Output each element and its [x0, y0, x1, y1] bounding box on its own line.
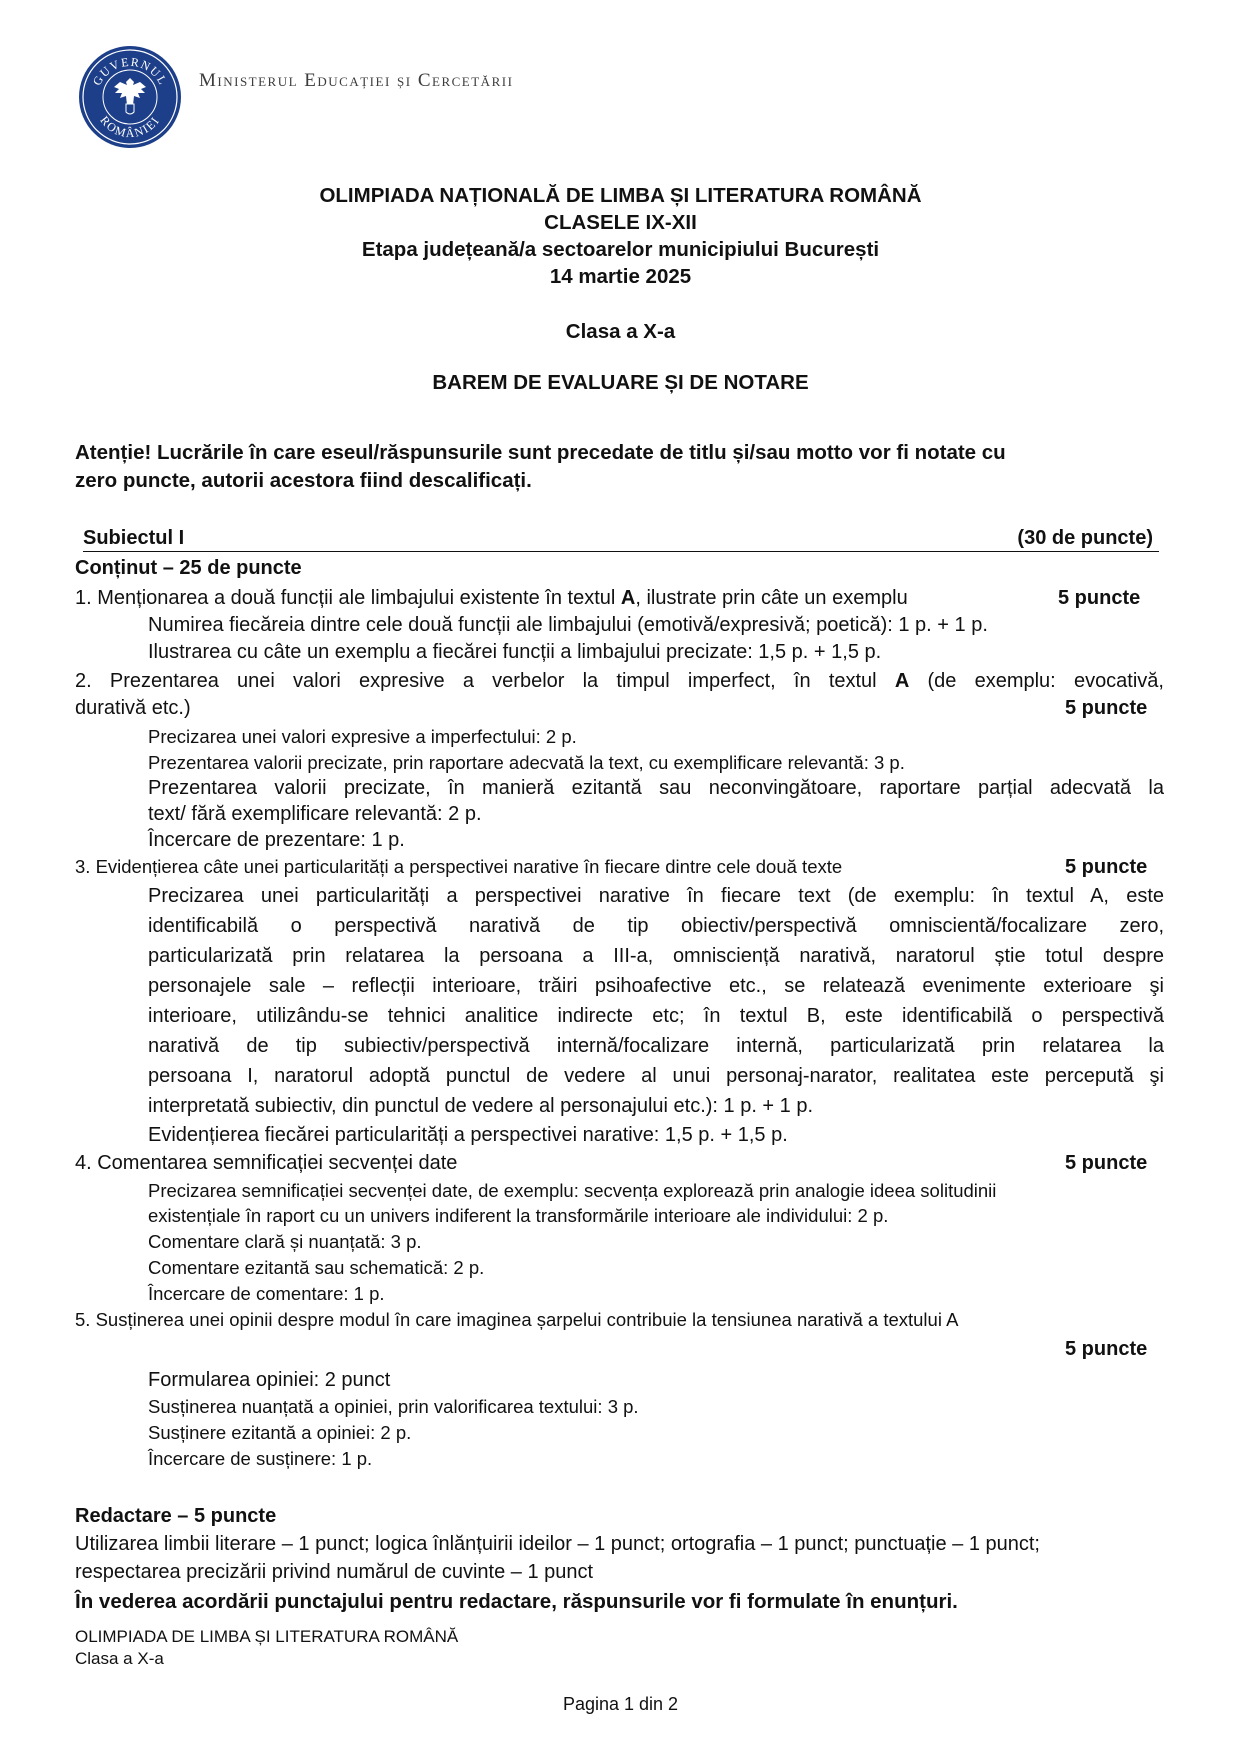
item2-criterion3: Prezentarea valorii precizate, în manieră ezitantă sau neconvingătoare, raportare parțial adecvată la: [148, 777, 1164, 799]
item3-paragraph-7: persoana I, naratorul adoptă punctul de vedere al unui personaj-narator, realitatea este percepută şi: [148, 1065, 1164, 1087]
footer-olympiad: OLIMPIADA DE LIMBA ȘI LITERATURA ROMÂNĂ: [75, 1627, 459, 1646]
item4-points: 5 puncte: [1065, 1152, 1148, 1174]
item1-title: 1. Menționarea a două funcții ale limbajului existente în textul A, ilustrate prin câte un exemplu: [75, 587, 908, 609]
item3-points: 5 puncte: [1065, 856, 1148, 878]
item2-title-line2: durativă etc.): [75, 697, 191, 719]
item3-paragraph-2: identificabilă o perspectivă narativă de tip obiectiv/perspectivă omniscientă/focalizare zero,: [148, 915, 1164, 937]
government-logo: [77, 44, 183, 150]
item1-criterion2: Ilustrarea cu câte un exemplu a fiecărei funcții a limbajului precizate: 1,5 p. + 1,5 p.: [148, 641, 882, 663]
item5-criterion2: Susținerea nuanțată a opiniei, prin valorificarea textului: 3 p.: [148, 1396, 639, 1417]
item3-paragraph-4: personajele sale – reflecții interioare, trăiri psihoafective etc., se relatează evenimente exterioare şi: [148, 975, 1164, 997]
item4-criterion2: Comentare clară și nuanțată: 3 p.: [148, 1231, 422, 1252]
item4-criterion4: Încercare de comentare: 1 p.: [148, 1283, 385, 1304]
item3-title: 3. Evidențierea câte unei particularități a perspectivei narative în fiecare dintre cele două texte: [75, 856, 843, 877]
date-title: 14 martie 2025: [549, 265, 692, 288]
item5-criterion1: Formularea opiniei: 2 punct: [148, 1369, 391, 1391]
svg-text:GUVERNUL: GUVERNUL: [89, 54, 171, 88]
redactare-heading: Redactare – 5 puncte: [75, 1505, 277, 1527]
redactare-line1: Utilizarea limbii literare – 1 punct; logica înlănțuirii ideilor – 1 punct; ortografia – 1 punct; punctuație – 1 punct;: [75, 1533, 1040, 1555]
item2-criterion3-cont: text/ fără exemplificare relevantă: 2 p.: [148, 803, 482, 825]
warning-line1: Atenție! Lucrările în care eseul/răspunsurile sunt precedate de titlu și/sau motto vor fi notate cu: [75, 441, 1006, 464]
ministry-name: Ministerul Educației și Cercetării: [199, 70, 514, 91]
footer-class: Clasa a X-a: [75, 1649, 164, 1668]
item2-title: 2. Prezentarea unei valori expresive a verbelor la timpul imperfect, în textul A (de exemplu: evocativă,: [75, 670, 1164, 692]
warning-line2: zero puncte, autorii acestora fiind descalificați.: [75, 469, 532, 492]
page-number: Pagina 1 din 2: [562, 1694, 679, 1714]
item2-criterion2: Prezentarea valorii precizate, prin raportare adecvată la text, cu exemplificare relevantă: 3 p.: [148, 752, 905, 773]
item5-criterion4: Încercare de susținere: 1 p.: [148, 1448, 373, 1469]
redactare-line2: respectarea precizării privind numărul de cuvinte – 1 punct: [75, 1561, 594, 1583]
item5-title: 5. Susținerea unei opinii despre modul în care imaginea șarpelui contribuie la tensiunea narativă a textului A: [75, 1309, 959, 1330]
subject-header: [83, 527, 1159, 552]
item4-criterion1: Precizarea semnificației secvenței date, de exemplu: secvența explorează prin analogie ideea solitudinii: [148, 1180, 997, 1201]
item2-criterion4: Încercare de prezentare: 1 p.: [148, 829, 405, 851]
item3-paragraph-1: Precizarea unei particularități a perspectivei narative în fiecare text (de exemplu: în textul A, este: [148, 885, 1164, 907]
item1-criterion1: Numirea fiecăreia dintre cele două funcții ale limbajului (emotivă/expresivă; poetică): 1 p. + 1 p.: [148, 614, 988, 636]
content-heading: Conținut – 25 de puncte: [75, 557, 302, 579]
item4-title: 4. Comentarea semnificației secvenței date: [75, 1152, 458, 1174]
item4-criterion3: Comentare ezitantă sau schematică: 2 p.: [148, 1257, 485, 1278]
classes-title: CLASELE IX-XII: [544, 211, 697, 234]
subject-label: Subiectul I: [83, 527, 185, 549]
item2-criterion1: Precizarea unei valori expresive a imperfectului: 2 p.: [148, 726, 577, 747]
item3-paragraph-8: interpretată subiectiv, din punctul de vedere al personajului etc.): 1 p. + 1 p.: [148, 1095, 814, 1117]
item1-points: 5 puncte: [1058, 587, 1141, 609]
stage-title: Etapa județeană/a sectoarelor municipiului București: [361, 238, 880, 261]
class-title: Clasa a X-a: [565, 320, 676, 343]
svg-text:ROMÂNIEI: ROMÂNIEI: [97, 113, 163, 141]
item2-points: 5 puncte: [1065, 697, 1148, 719]
redactare-note: În vederea acordării punctajului pentru redactare, răspunsurile vor fi formulate în enunțuri.: [75, 1590, 958, 1613]
item3-paragraph-5: interioare, utilizându-se tehnici analitice indirecte etc; în textul B, este identificabilă o perspectivă: [148, 1005, 1164, 1027]
item5-criterion3: Susținere ezitantă a opiniei: 2 p.: [148, 1422, 412, 1443]
barem-title: BAREM DE EVALUARE ȘI DE NOTARE: [432, 371, 809, 394]
item3-paragraph-3: particularizată prin relatarea la persoana a III-a, omnisciență narativă, naratorul știe totul despre: [148, 945, 1164, 967]
subject-points: (30 de puncte): [1017, 527, 1153, 549]
item5-points: 5 puncte: [1065, 1338, 1148, 1360]
olympiad-title: OLIMPIADA NAȚIONALĂ DE LIMBA ȘI LITERATURA ROMÂNĂ: [319, 184, 922, 207]
item3-criterion-2: Evidențierea fiecărei particularități a perspectivei narative: 1,5 p. + 1,5 p.: [148, 1124, 788, 1146]
item4-criterion1-cont: existențiale în raport cu un univers indiferent la transformările interioare ale individului: 2 p.: [148, 1205, 889, 1226]
item3-paragraph-6: narativă de tip subiectiv/perspectivă internă/focalizare internă, particularizată prin relatarea la: [148, 1035, 1164, 1057]
